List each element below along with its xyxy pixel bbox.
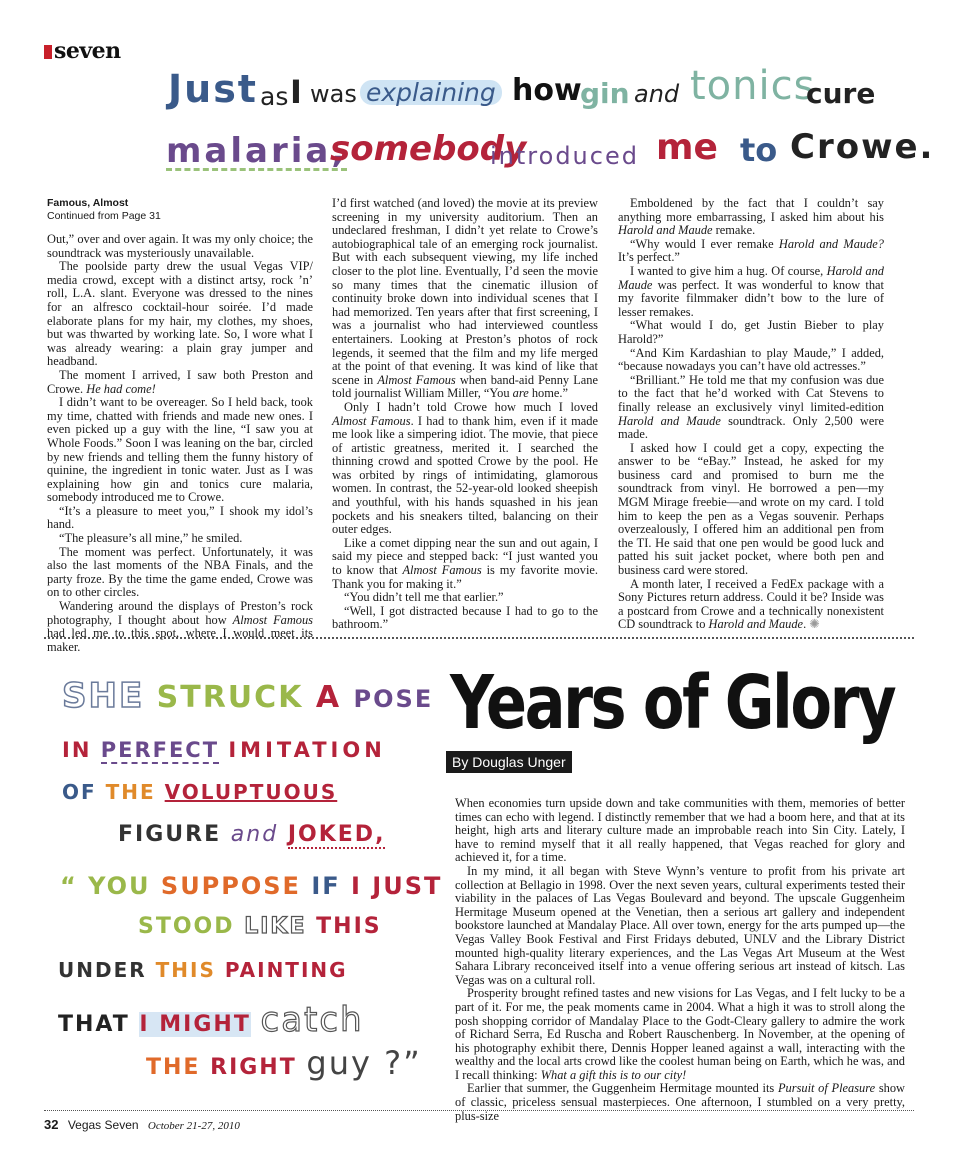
paragraph: “It’s a pleasure to meet you,” I shook my idol’s hand. xyxy=(47,503,313,532)
logo-bar xyxy=(44,45,52,59)
paragraph: Like a comet dipping near the sun and out again, I said my piece and stepped back: “I just wanted you to know that Almost Famous is my favorite movie. Thank you for making it.” xyxy=(332,535,598,591)
headline-word: tonics xyxy=(690,63,816,109)
paragraph: The moment I arrived, I saw both Preston and Crowe. He had come! xyxy=(47,367,313,396)
quote-line: UNDER THIS PAINTING xyxy=(58,958,348,982)
masthead-logo xyxy=(44,40,121,62)
article1-column-1 xyxy=(47,197,313,654)
paragraph: “Brilliant.” He told me that my confusion was due to the fact that he’d worked with Cat Stevens to finally release an exclusively vinyl limited-edition Harold and Maude soundtrack. Only 2,500 were made. xyxy=(618,372,884,442)
headline-word: and xyxy=(634,80,680,108)
paragraph: In my mind, it all began with Steve Wynn’s venture to profit from his private art collection at Bellagio in 1998. Over the next seven years, cultural experiments tested their viability in the palaces of Las Vegas Boulevard and beyond. The upscale Guggenheim Hermitage Museum opened at the Venetian, then a serious art gallery and independent bookstore launched at Mandalay Place. All over town, energy for the arts pumped up—the Vegas Valley Book Festival and First Fridays debuted, UNLV and the Library District mounted high-quality literary experiences, and the Las Vegas Art Museum at the West Sahara Library reconceived itself into a venue offering serious art instead of kitsch. Las Vegas was on a cultural roll. xyxy=(455,863,905,987)
paragraph: “And Kim Kardashian to play Maude,” I added, “because nowadays you can’t have old actresses.” xyxy=(618,345,884,374)
headline-word: somebody xyxy=(330,129,527,169)
paragraph: “What would I do, get Justin Bieber to play Harold?” xyxy=(618,318,884,346)
quote-line: IN PERFECT IMITATION xyxy=(62,738,386,762)
headline-word: was xyxy=(310,80,357,108)
headline-word: to xyxy=(740,131,778,169)
quote-line: STOOD LIKE THIS xyxy=(138,914,382,939)
kicker-title: Famous, Almost xyxy=(47,197,129,209)
logo-text: seven xyxy=(54,38,121,64)
paragraph: I didn’t want to be overeager. So I held back, took my time, chatted with friends and made new ones. I even picked up a guy with the line, “I saw you at Whole Foods.” Soon I was leaning on the bar, circled by new friends and telling them the funny history of quinine, the ingredient in tonic water. Just as I was explaining how gin and tonics cure malaria, somebody introduced me to Crowe. xyxy=(47,395,313,505)
paragraph: Emboldened by the fact that I couldn’t say anything more embarrassing, I asked him about his Harold and Maude remake. xyxy=(618,196,884,238)
paragraph: I wanted to give him a hug. Of course, Harold and Maude was perfect. It was wonderful to know that my favorite filmmaker didn’t bow to the lure of lesser remakes. xyxy=(618,263,884,319)
quote-line: THE RIGHT guy ?” xyxy=(146,1044,422,1082)
page-footer xyxy=(44,1117,240,1132)
quote-line: “ YOU SUPPOSE IF I JUST xyxy=(60,872,443,900)
article2-byline: By Douglas Unger xyxy=(446,751,572,773)
kicker-continued: Continued from Page 31 xyxy=(47,210,161,222)
paragraph: I’d first watched (and loved) the movie at its preview screening in my university auditorium. Then an undeclared freshman, I didn’t yet relate to Crowe’s autobiographical tale of an emerging rock journalist. But with each subsequent viewing, my life inched closer to the plot line. Eventually, I’d seen the movie so many times that the cinematic illusion of continuity broke down into individual scenes that I had memorized. Ten years after that first screening, I was a journalist who had interviewed countless entertainers. Looking at Preston’s photos of rock legends, it seemed that the film and my life merged at the point of that evening. It was kind of like that scene in Almost Famous when band-aid Penny Lane told journalist William Miller, “You are home.” xyxy=(332,196,598,401)
headline-word: gin xyxy=(580,77,630,110)
paragraph: Wandering around the displays of Preston’s rock photography, I thought about how Almost Famous had led me to this spot, where I would meet its maker. xyxy=(47,599,313,654)
section-divider xyxy=(44,637,914,639)
paragraph: Out,” over and over again. It was my only choice; the soundtrack was mysteriously unavailable. xyxy=(47,232,313,260)
paragraph: The poolside party drew the usual Vegas VIP/ media crowd, except with a distinct artsy, rock ’n’ roll, L.A. slant. Everyone was dressed to the nines for an alfresco cocktail-hour soirée. I’d made elaborate plans for my hair, my clothes, my shoes, but was thwarted by working late. So, I wore what I was already wearing: a plain gray jumper and headband. xyxy=(47,259,313,369)
paragraph: Only I hadn’t told Crowe how much I loved Almost Famous. I had to thank him, even if it made me look like a simpering idiot. The movie, that piece of artistic greatness, merited it. I searched the thinning crowd and spotted Crowe by the pool. He was orbited by rings of intimidating, glamorous women. In contrast, the 52-year-old looked sheepish and youthful, with his hands squashed in his jean pockets and his sneakers tilted, balancing on their outer edges. xyxy=(332,399,598,537)
quote-line: SHE STRUCK A POSE xyxy=(62,676,434,716)
article1-column-2 xyxy=(332,197,598,632)
page-number: 32 xyxy=(44,1117,59,1132)
headline-word: as xyxy=(260,82,289,111)
magazine-name: Vegas Seven xyxy=(67,1118,139,1132)
article1-kicker xyxy=(47,197,313,223)
paragraph: “Why would I ever remake Harold and Maude? It’s perfect.” xyxy=(618,236,884,265)
end-mark-icon: ✺ xyxy=(809,617,820,632)
headline-word: Just xyxy=(168,67,258,111)
quote-line: THAT I MIGHT catch xyxy=(58,1000,364,1040)
paragraph: “Well, I got distracted because I had to go to the bathroom.” xyxy=(332,603,598,632)
article1-column-3 xyxy=(618,197,884,632)
headline-word: me xyxy=(656,127,718,168)
paragraph: “The pleasure’s all mine,” he smiled. xyxy=(59,531,243,546)
article2-body xyxy=(455,797,905,1123)
article2-title: Years of Glory xyxy=(450,660,895,746)
headline-word: Crowe. xyxy=(790,127,935,167)
paragraph: When economies turn upside down and take communities with them, memories of better times can echo with legend. I distinctly remember that we had a boom here, and that at its height, high arts and literary culture made an improbable reach into Sin City. Lately, I have to remind myself that it all really happened, that Vegas reached for glory and achieved it, for a time. xyxy=(455,796,905,865)
paragraph: “You didn’t tell me that earlier.” xyxy=(344,590,504,605)
footer-divider xyxy=(44,1110,914,1111)
headline-word: explaining xyxy=(360,80,502,105)
headline-word: introduced xyxy=(490,142,639,170)
headline-word: I xyxy=(290,73,302,111)
quote-line: FIGURE and JOKED, xyxy=(118,822,386,847)
paragraph: Earlier that summer, the Guggenheim Hermitage mounted its Pursuit of Pleasure show of classic, priceless sensual masterpieces. One afternoon, I stumbled on a very pretty, plus-size xyxy=(455,1081,905,1123)
paragraph: Prosperity brought refined tastes and new visions for Las Vegas, and I felt lucky to be a part of it. For me, the peak moments came in 2004. What a high it was to stroll along the posh shopping corridor of Mandalay Place to the Godt-Cleary gallery to admire the work of Richard Serra, Ed Ruscha and Robert Rauschenberg. In November, at the opening of his photography exhibit there, Dennis Hopper leaned against a wall, interacting with the wealthy and the local arts crowd like the coolest human being on Earth, which he was, and I recall thinking: What a gift this is to our city! xyxy=(455,986,905,1082)
paragraph: I asked how I could get a copy, expecting the answer to be “eBay.” Instead, he asked for my business card and promised to burn me the soundtrack from vinyl. He borrowed a pen—my MGM Mirage freebie—and wrote on my card. I told him to keep the pen as a Vegas souvenir. Perhaps overzealously, I offered him an additional pen from the TI. He said that one pen would be good luck and patted his suit jacket pocket, where both pen and business card were stored. xyxy=(618,440,884,578)
quote-line: OF THE VOLUPTUOUS xyxy=(62,780,338,804)
headline-word: how xyxy=(512,73,582,108)
issue-date: October 21-27, 2010 xyxy=(147,1120,240,1132)
paragraph: A month later, I received a FedEx package with a Sony Pictures return address. Could it be? Inside was a postcard from Crowe and a technically nonexistent CD soundtrack to Harold and Maude. ✺ xyxy=(618,576,884,632)
paragraph: The moment was perfect. Unfortunately, it was also the last moments of the NBA Finals, and the party froze. By the time the game ended, Crowe was on to other circles. xyxy=(47,544,313,600)
headline-word: cure xyxy=(806,77,876,110)
headline-word: malaria, xyxy=(166,131,348,171)
